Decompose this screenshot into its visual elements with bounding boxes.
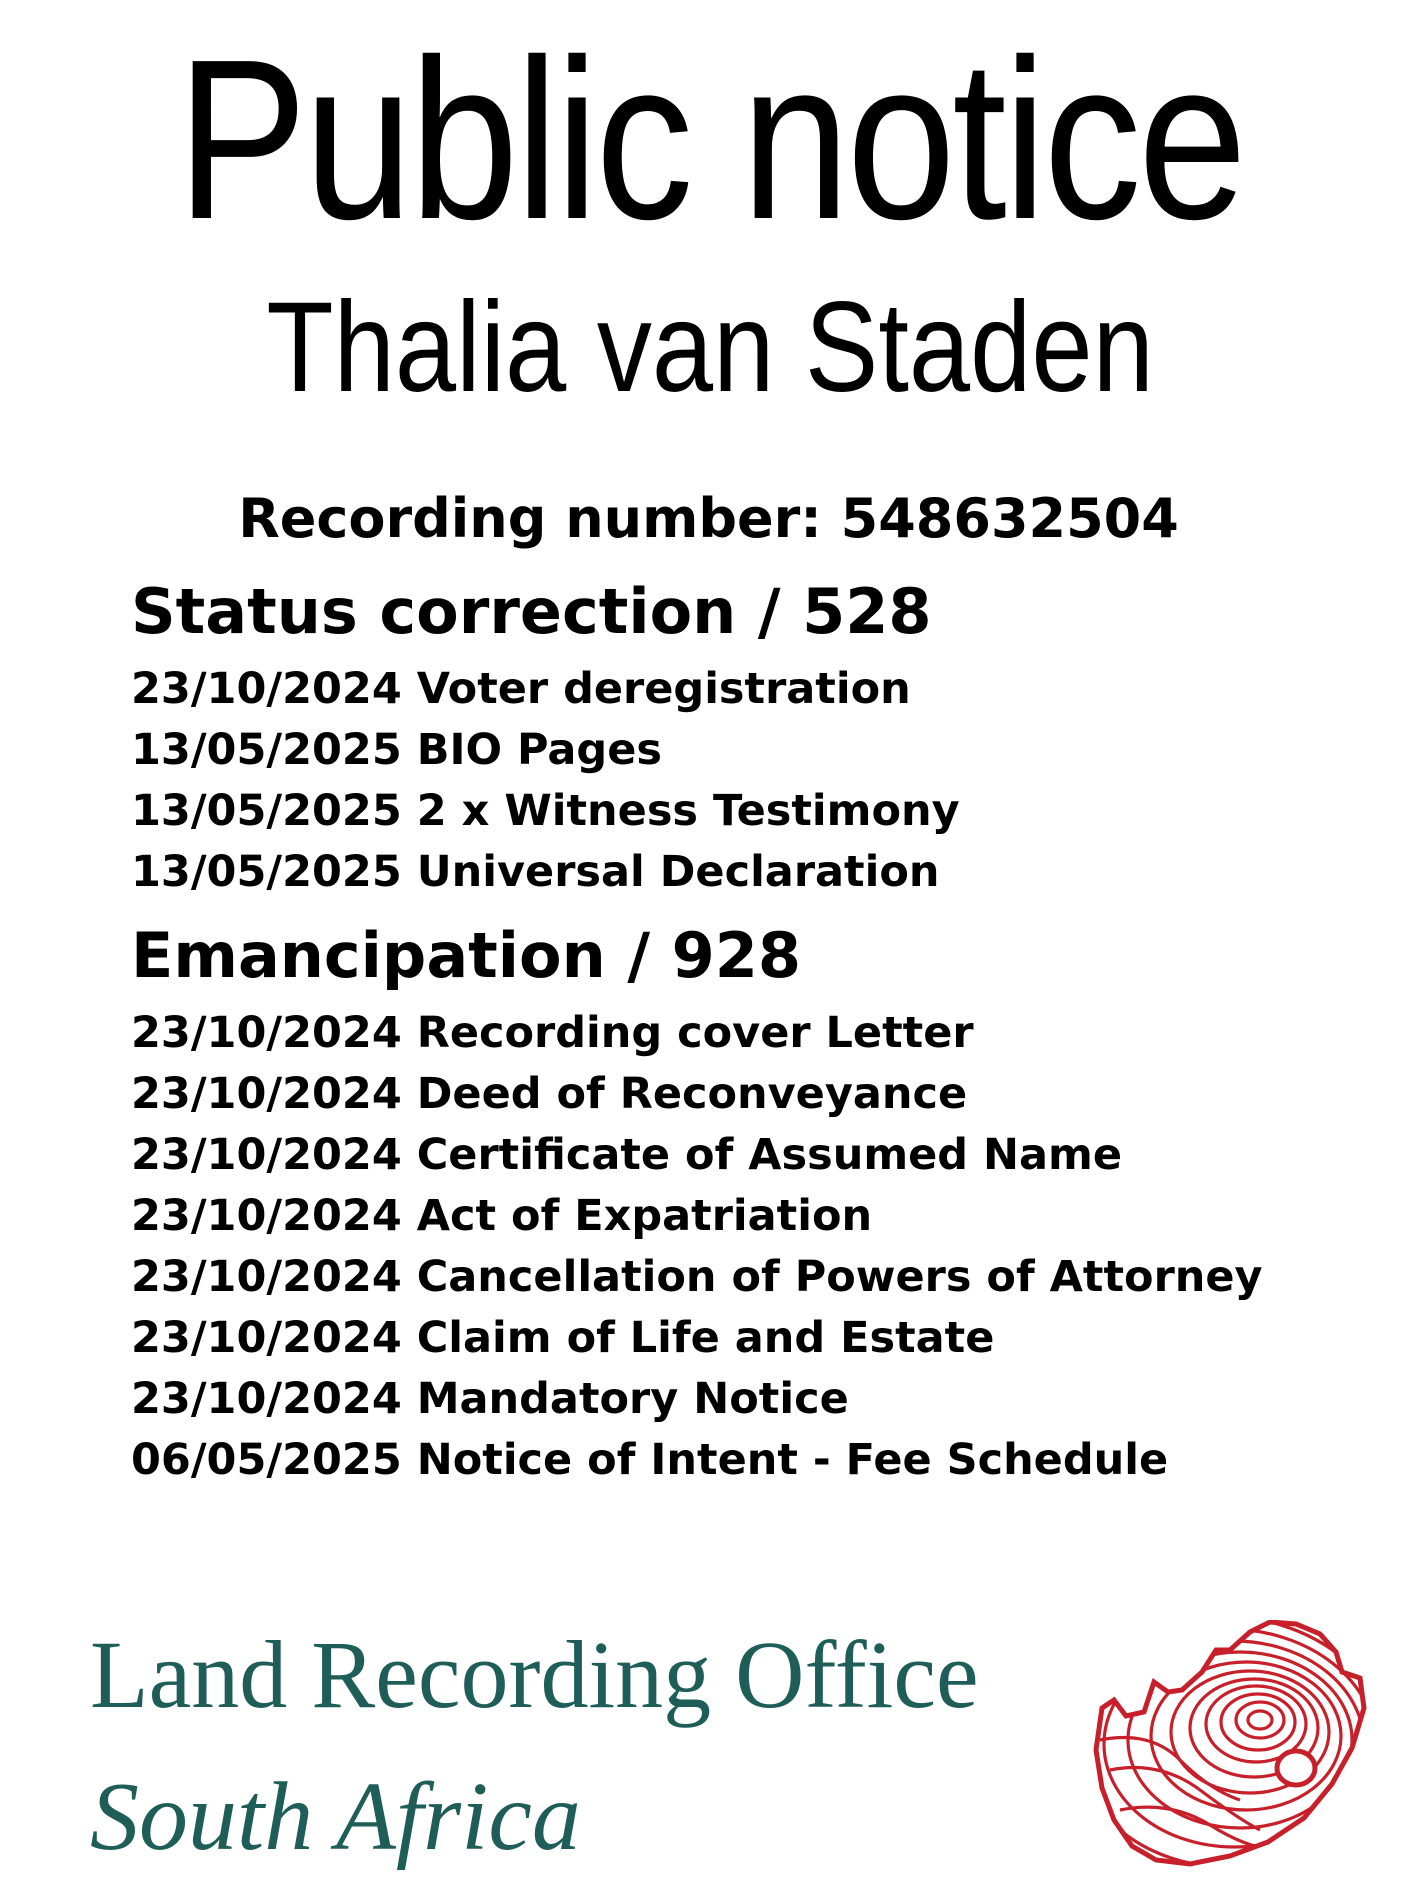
emancipation-list [131, 1003, 1263, 1491]
list-item: 23/10/2024 Cancellation of Powers of Attorney [131, 1252, 1263, 1302]
section-heading-status-correction: Status correction / 528 [131, 575, 932, 648]
office-name: Land Recording Office [90, 1621, 979, 1728]
list-item: 23/10/2024 Act of Expatriation [131, 1191, 873, 1241]
list-item: 23/10/2024 Voter deregistration [131, 664, 911, 714]
status-correction-list [131, 659, 960, 903]
list-item: 13/05/2025 BIO Pages [131, 725, 662, 775]
list-item: 13/05/2025 Universal Declaration [131, 847, 940, 897]
section-heading-emancipation: Emancipation / 928 [131, 919, 802, 992]
office-country: South Africa [90, 1763, 581, 1871]
list-item: 23/10/2024 Mandatory Notice [131, 1374, 849, 1424]
list-item: 23/10/2024 Certificate of Assumed Name [131, 1130, 1123, 1180]
recording-number: Recording number: 548632504 [238, 487, 1179, 550]
south-africa-fingerprint-map-icon [1090, 1620, 1370, 1870]
list-item: 23/10/2024 Claim of Life and Estate [131, 1313, 995, 1363]
list-item: 23/10/2024 Recording cover Letter [131, 1008, 974, 1058]
list-item: 13/05/2025 2 x Witness Testimony [131, 786, 960, 836]
person-name: Thalia van Staden [266, 276, 1154, 419]
notice-title: Public notice [176, 13, 1244, 267]
list-item: 06/05/2025 Notice of Intent - Fee Schedule [131, 1435, 1169, 1485]
list-item: 23/10/2024 Deed of Reconveyance [131, 1069, 968, 1119]
